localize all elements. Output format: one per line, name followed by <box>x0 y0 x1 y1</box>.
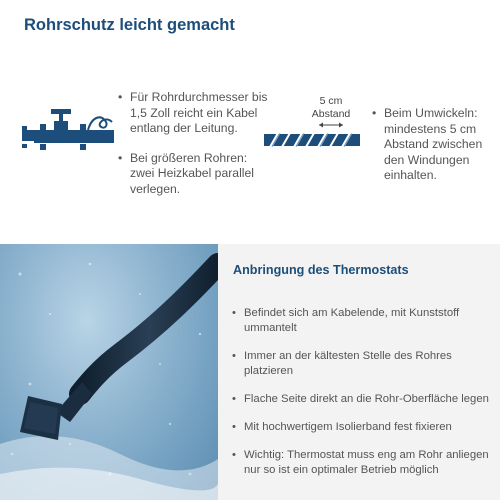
spacing-label: 5 cm Abstand <box>311 95 351 120</box>
page-title: Rohrschutz leicht gemacht <box>24 16 235 34</box>
list-item: • Für Rohrdurchmesser bis 1,5 Zoll reicht ein Kabel entlang der Leitung. <box>118 90 268 137</box>
top-section <box>0 0 500 244</box>
thermostat-cable-photo <box>0 244 218 500</box>
list-item: • Mit hochwertigem Isolierband fest fixieren <box>232 420 494 435</box>
list-item: • Befindet sich am Kabelende, mit Kunststoff ummantelt <box>232 306 494 336</box>
thermostat-bullet-list <box>232 306 494 491</box>
pipe-bullet-list <box>118 90 268 211</box>
wrapped-pipe-icon <box>262 128 362 154</box>
list-item: • Immer an der kältesten Stelle des Rohres platzieren <box>232 349 494 379</box>
pipe-with-valve-and-cable-icon <box>22 108 114 164</box>
thermostat-panel <box>218 244 500 500</box>
wrap-bullet-list <box>372 106 500 198</box>
list-item: • Flache Seite direkt an die Rohr-Oberfläche legen <box>232 392 494 407</box>
thermostat-title: Anbringung des Thermostats <box>233 263 409 277</box>
list-item: • Beim Umwickeln: mindestens 5 cm Abstand zwischen den Windungen einhalten. <box>372 106 500 184</box>
list-item: • Bei größeren Rohren: zwei Heizkabel parallel verlegen. <box>118 151 268 198</box>
list-item: • Wichtig: Thermostat muss eng am Rohr anliegen nur so ist ein optimaler Betrieb möglich <box>232 448 494 478</box>
snow-photo <box>0 244 218 500</box>
